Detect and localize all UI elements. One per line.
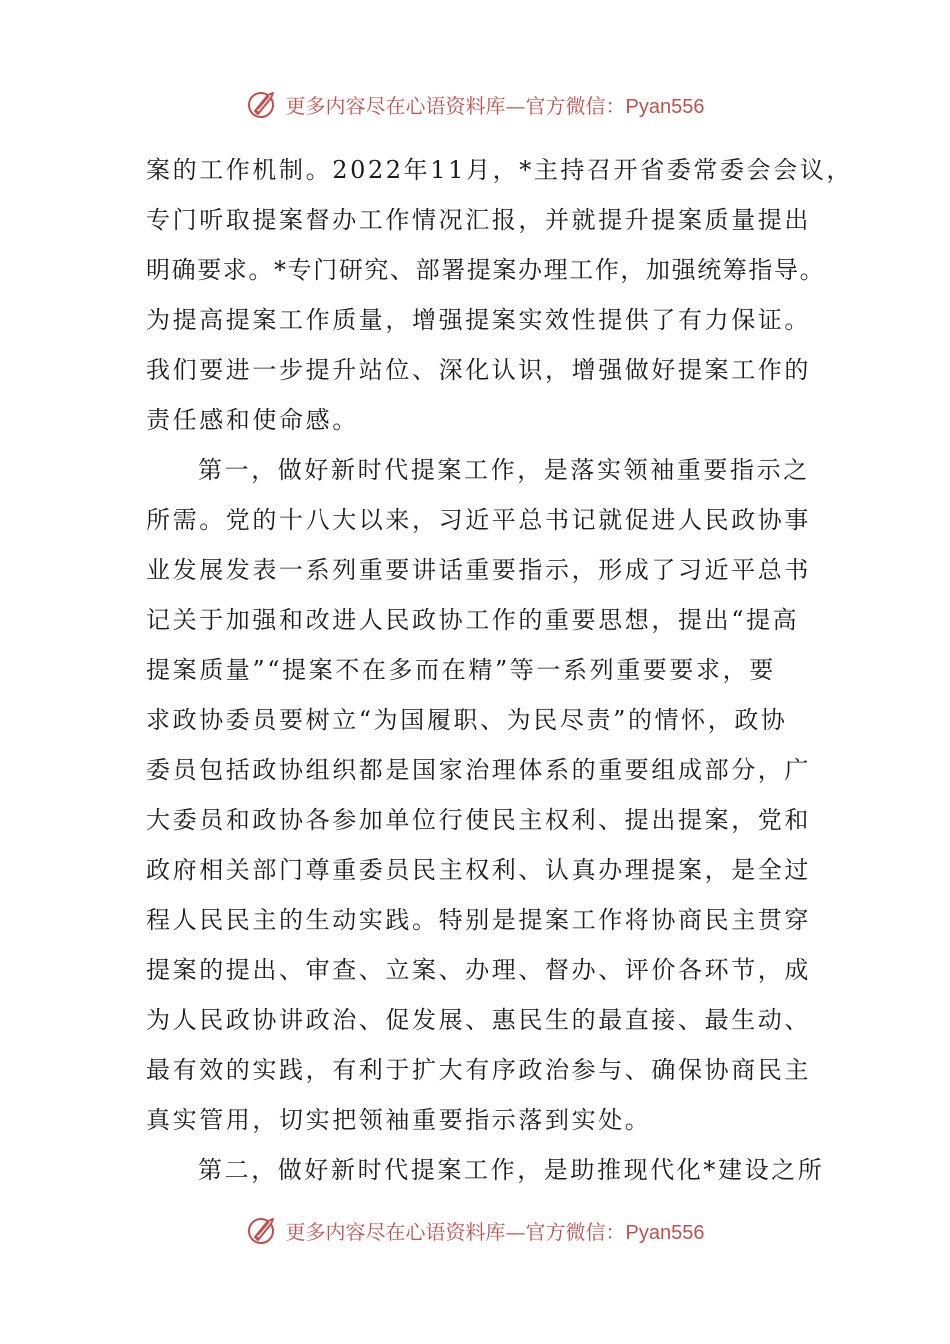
body-line: 案的工作机制。2022年11月，*主持召开省委常委会会议， <box>146 156 854 184</box>
body-line: 为人民政协讲政治、促发展、惠民生的最直接、最生动、 <box>146 1006 811 1034</box>
body-line: 我们要进一步提升站位、深化认识，增强做好提案工作的 <box>146 356 811 384</box>
pen-nib-circle-icon <box>246 87 280 121</box>
body-line: 责任感和使命感。 <box>146 406 359 434</box>
body-line: 所需。党的十八大以来，习近平总书记就促进人民政协事 <box>146 506 811 534</box>
body-line: 最有效的实践，有利于扩大有序政治参与、确保协商民主 <box>146 1056 811 1084</box>
body-line: 委员包括政协组织都是国家治理体系的重要组成部分，广 <box>146 756 811 784</box>
body-line: 明确要求。*专门研究、部署提案办理工作，加强统筹指导。 <box>146 256 826 284</box>
paragraph-start: 第二，做好新时代提案工作，是助推现代化*建设之所 <box>198 1156 825 1184</box>
body-line: 专门听取提案督办工作情况汇报，并就提升提案质量提出 <box>146 206 811 234</box>
body-line: 记关于加强和改进人民政协工作的重要思想，提出“提高 <box>146 606 800 634</box>
body-line: 政府相关部门尊重委员民主权利、认真办理提案，是全过 <box>146 856 811 884</box>
watermark-text: 更多内容尽在心语资料库—官方微信：Pyan556 <box>285 1219 705 1244</box>
body-line: 求政协委员要树立“为国履职、为民尽责”的情怀，政协 <box>146 706 788 734</box>
paragraph-start: 第一，做好新时代提案工作，是落实领袖重要指示之 <box>198 456 810 484</box>
footer-watermark <box>0 1210 950 1250</box>
header-watermark <box>0 84 950 124</box>
document-body <box>146 145 854 1195</box>
body-line: 大委员和政协各参加单位行使民主权利、提出提案，党和 <box>146 806 811 834</box>
body-line: 程人民民主的生动实践。特别是提案工作将协商民主贯穿 <box>146 906 811 934</box>
body-line: 真实管用，切实把领袖重要指示落到实处。 <box>146 1106 652 1134</box>
watermark-text: 更多内容尽在心语资料库—官方微信：Pyan556 <box>285 93 705 118</box>
watermark-handle: Pyan556 <box>625 1221 705 1244</box>
body-line: 业发展发表一系列重要讲话重要指示，形成了习近平总书 <box>146 556 811 584</box>
pen-nib-circle-icon <box>246 1213 280 1247</box>
body-line: 为提高提案工作质量，增强提案实效性提供了有力保证。 <box>146 306 811 334</box>
body-line: 提案质量”“提案不在多而在精”等一系列重要要求，要 <box>146 656 776 684</box>
watermark-handle: Pyan556 <box>625 95 705 118</box>
body-line: 提案的提出、审查、立案、办理、督办、评价各环节，成 <box>146 956 811 984</box>
